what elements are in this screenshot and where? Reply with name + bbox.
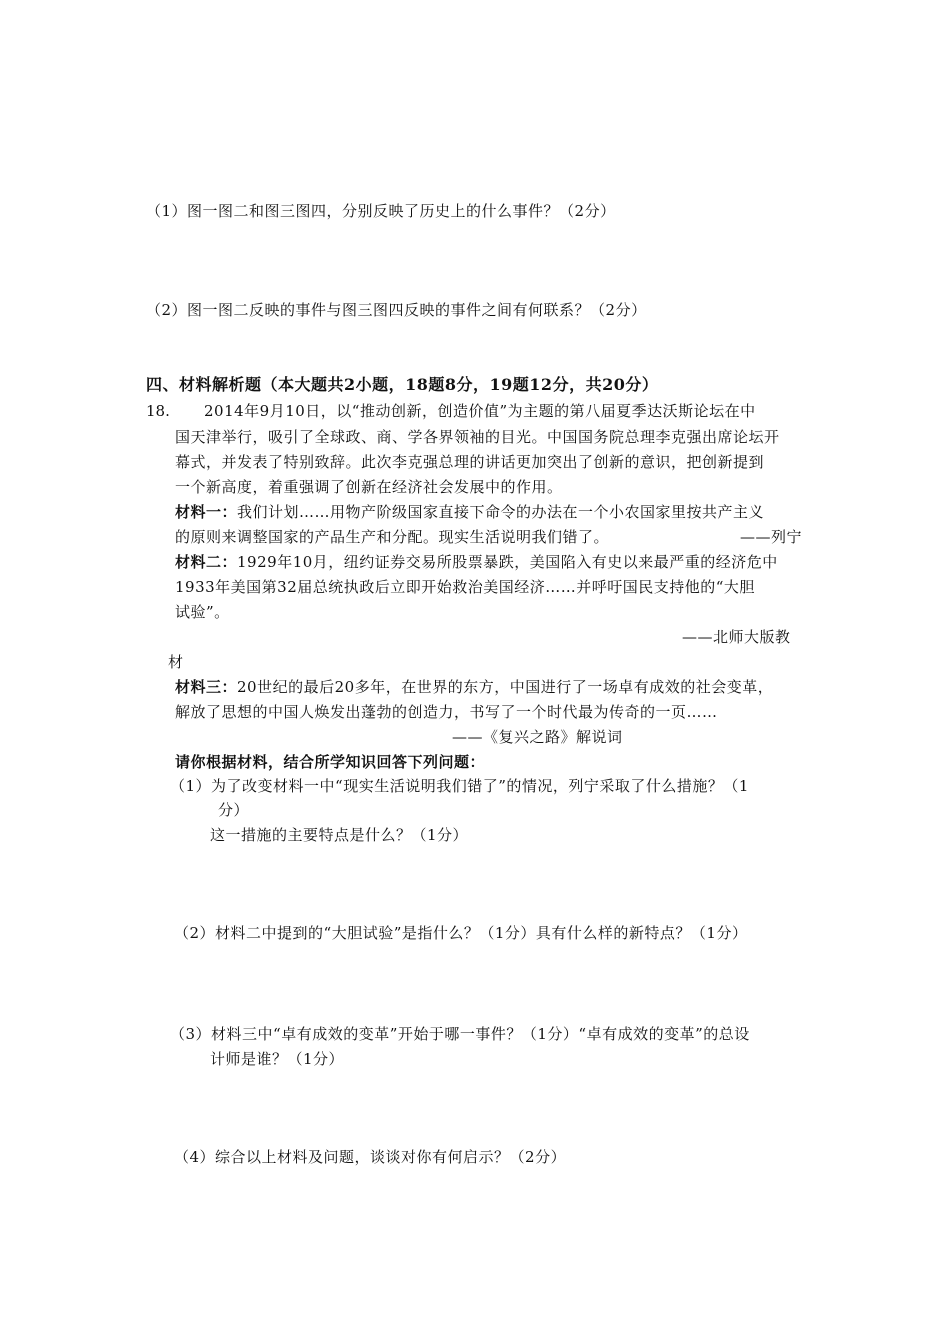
material-2-source-1: ——北师大版教 <box>682 628 791 646</box>
section-heading: 四、材料解析题（本大题共2小题，18题8分，19题12分，共20分） <box>146 375 659 394</box>
intro-line-1: 2014年9月10日，以“推动创新，创造价值”为主题的第八届夏季达沃斯论坛在中 <box>204 402 756 420</box>
material-3-label: 材料三： <box>175 678 238 696</box>
sub-question-1-line-2: 分） <box>218 801 250 819</box>
question-part3-1: （1）图一图二和图三图四，分别反映了历史上的什么事件？（2分） <box>146 202 616 220</box>
answer-prompt: 请你根据材料，结合所学知识回答下列问题： <box>175 753 486 771</box>
material-2-label: 材料二： <box>175 553 238 571</box>
material-2-text-3: 试验”。 <box>175 603 230 621</box>
material-3-source: ——《复兴之路》解说词 <box>452 728 623 746</box>
material-3-text-2: 解放了思想的中国人焕发出蓬勃的创造力，书写了一个时代最为传奇的一页…… <box>175 703 718 721</box>
intro-line-4: 一个新高度，着重强调了创新在经济社会发展中的作用。 <box>175 478 563 496</box>
sub-question-3-line-1: （3）材料三中“卓有成效的变革”开始于哪一事件？（1分）“卓有成效的变革”的总设 <box>170 1025 750 1043</box>
sub-question-1-line-1: （1）为了改变材料一中“现实生活说明我们错了”的情况，列宁采取了什么措施？（1 <box>170 777 749 795</box>
material-1-source: ——列宁 <box>740 528 803 546</box>
material-1-text-1: 我们计划……用物产阶级国家直接下命令的办法在一个小农国家里按共产主义 <box>237 503 765 521</box>
intro-line-2: 国天津举行，吸引了全球政、商、学各界领袖的目光。中国国务院总理李克强出席论坛开 <box>175 428 780 446</box>
material-2-text-1: 1929年10月，纽约证券交易所股票暴跌，美国陷入有史以来最严重的经济危中 <box>237 553 778 571</box>
sub-question-3-line-2: 计师是谁？（1分） <box>210 1050 345 1068</box>
material-2-source-2: 材 <box>168 653 184 671</box>
sub-question-1-line-3: 这一措施的主要特点是什么？（1分） <box>210 826 469 844</box>
material-2-text-2: 1933年美国第32届总统执政后立即开始救治美国经济……并呼吁国民支持他的“大胆 <box>175 578 755 596</box>
intro-line-3: 幕式，并发表了特别致辞。此次李克强总理的讲话更加突出了创新的意识，把创新提到 <box>175 453 765 471</box>
material-3-text-1: 20世纪的最后20多年，在世界的东方，中国进行了一场卓有成效的社会变革， <box>237 678 774 696</box>
material-2-line-1 <box>175 552 778 572</box>
sub-question-4: （4）综合以上材料及问题，谈谈对你有何启示？（2分） <box>174 1148 567 1166</box>
material-1-line-1 <box>175 502 764 522</box>
material-1-label: 材料一： <box>175 503 238 521</box>
material-1-text-2: 的原则来调整国家的产品生产和分配。现实生活说明我们错了。 <box>175 528 610 546</box>
material-3-line-1 <box>175 677 773 697</box>
question-number: 18. <box>146 402 170 420</box>
sub-question-2: （2）材料二中提到的“大胆试验”是指什么？（1分）具有什么样的新特点？（1分） <box>174 924 748 942</box>
question-part3-2: （2）图一图二反映的事件与图三图四反映的事件之间有何联系？（2分） <box>146 301 647 319</box>
